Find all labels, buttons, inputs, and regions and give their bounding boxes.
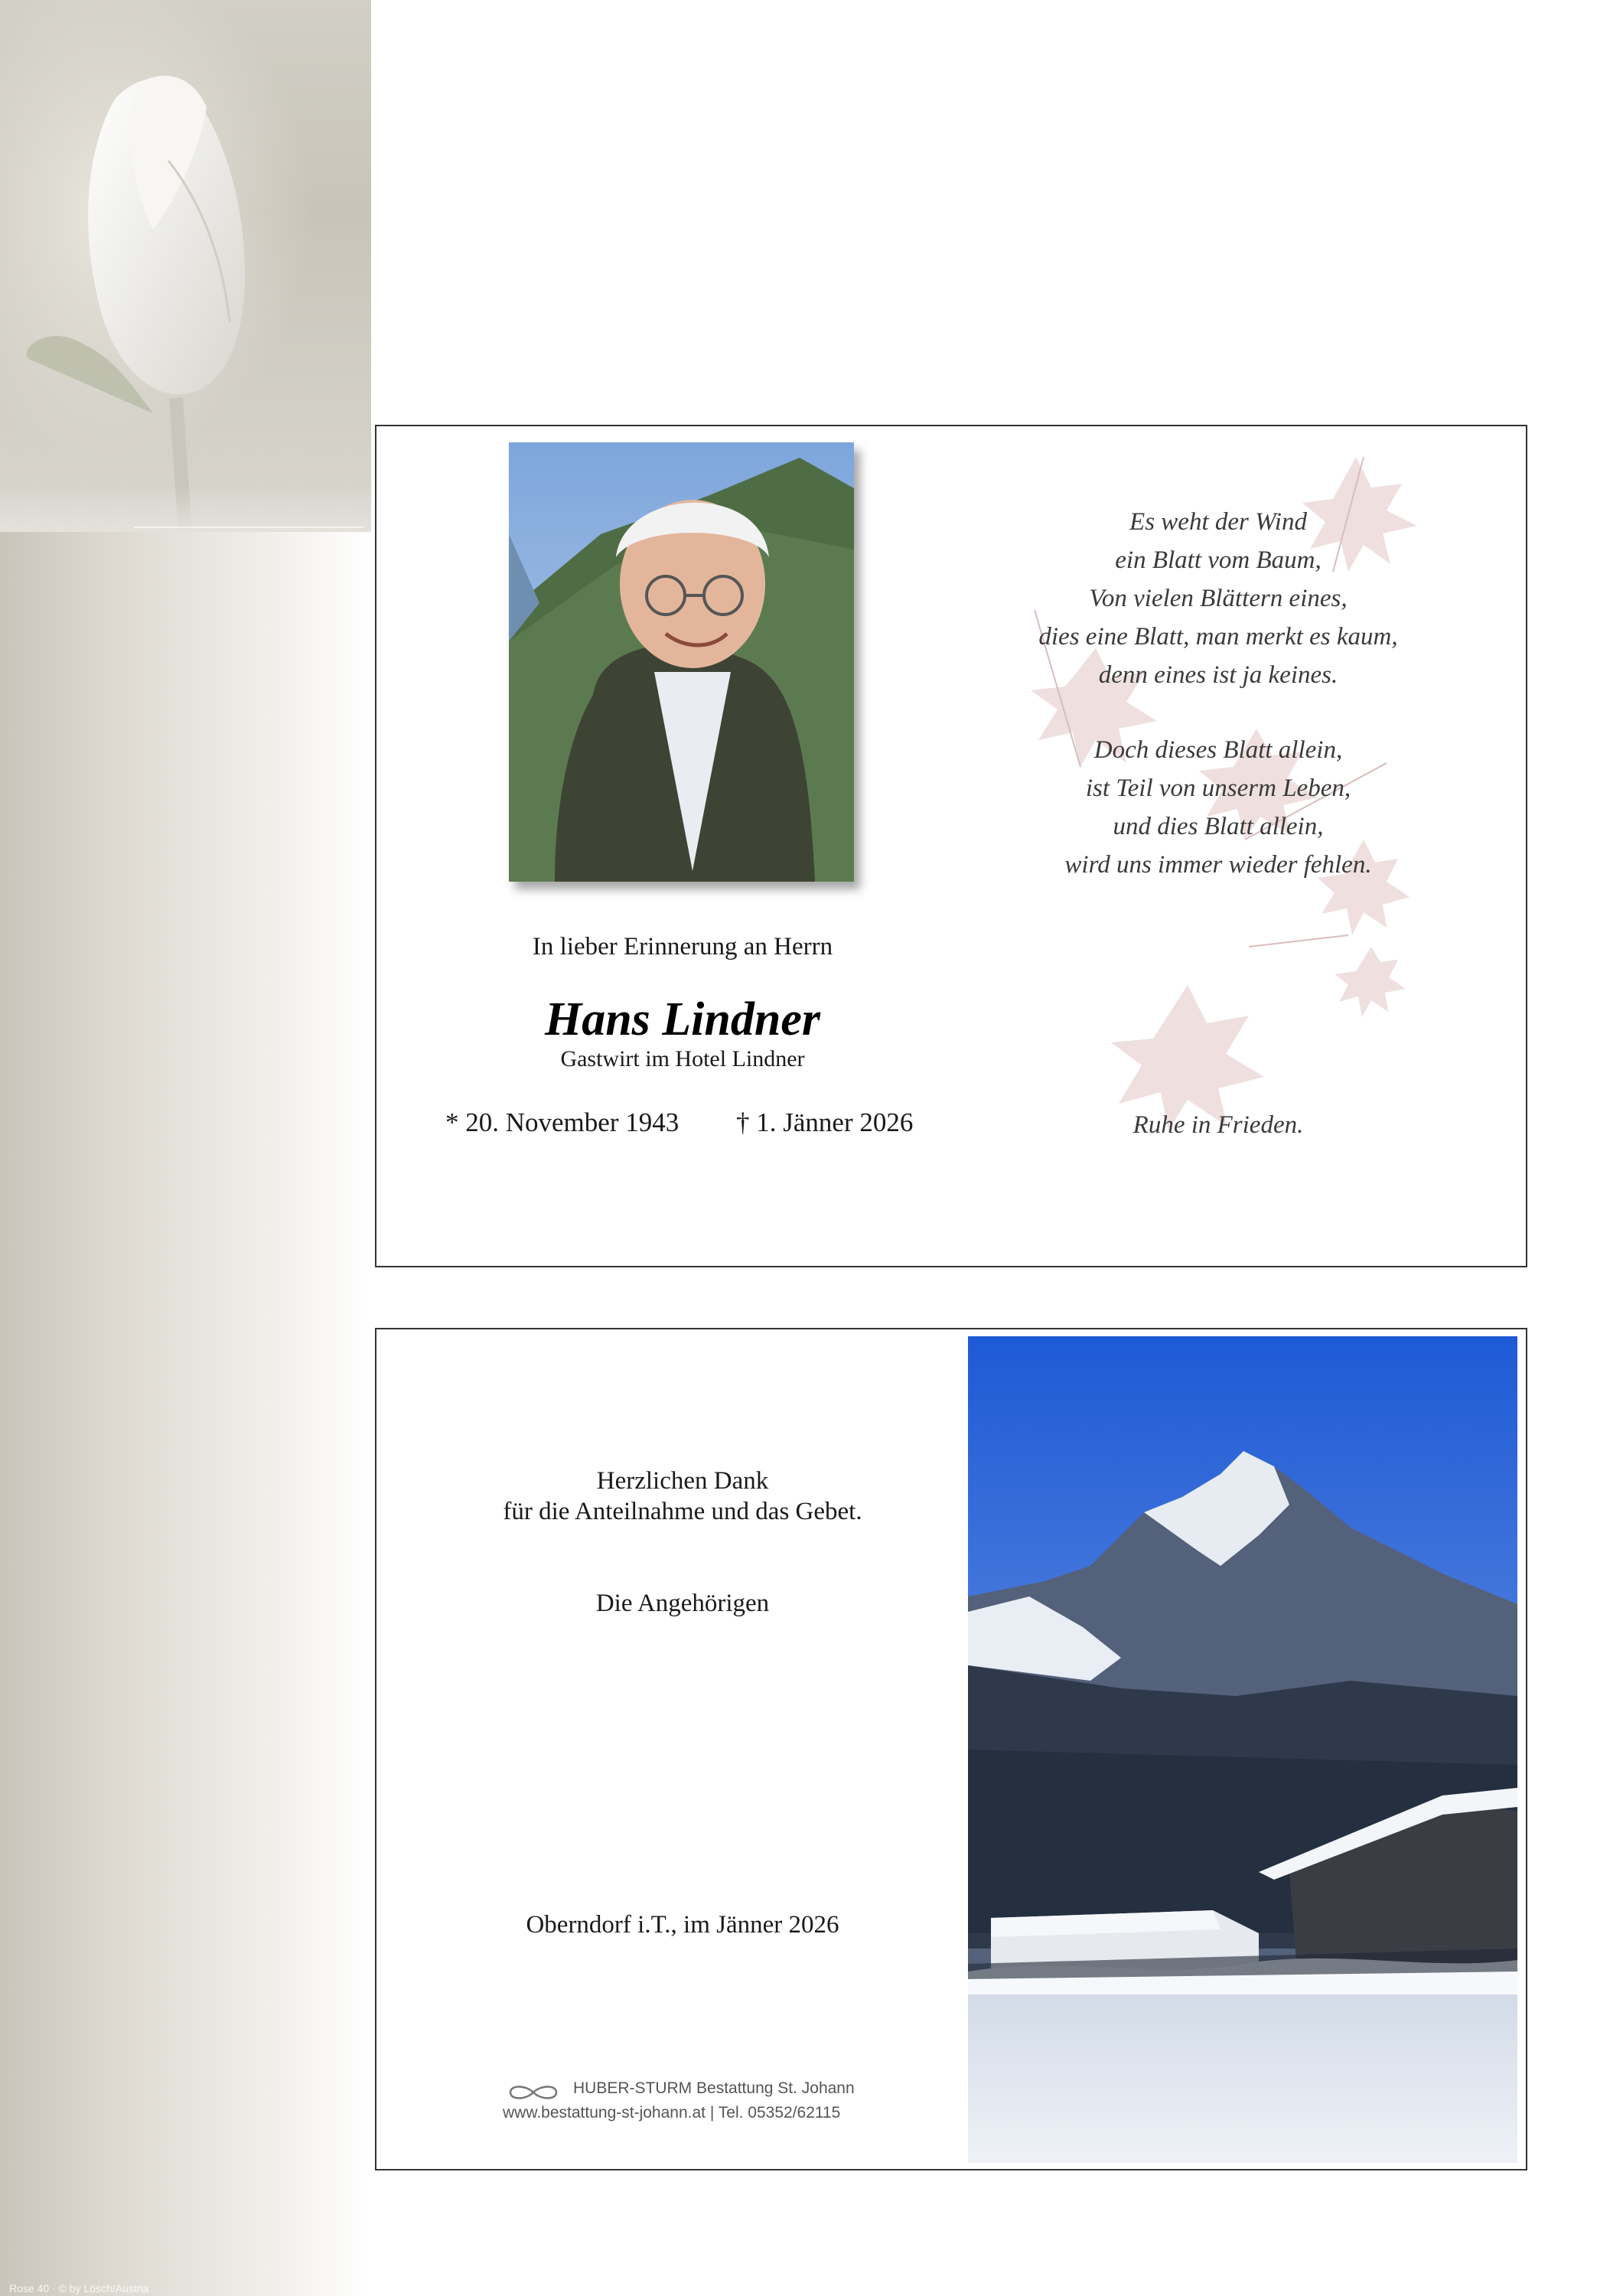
- image-credit: Rose 40 · © by Lösch/Austria: [9, 2282, 149, 2294]
- portrait-photo: [509, 442, 854, 882]
- poem-stanza-2: [981, 731, 1455, 884]
- divider: [134, 527, 363, 528]
- funeral-home-subtitle: Bestattung St. Johann: [696, 2079, 855, 2097]
- separator: |: [709, 2104, 715, 2122]
- memorial-card-front: [375, 425, 1527, 1267]
- memorial-card-back: [375, 1328, 1527, 2170]
- poem-line: Von vielen Blättern eines,: [1089, 585, 1348, 612]
- infinity-icon: [503, 2081, 564, 2104]
- funeral-home-contact: [503, 2104, 840, 2122]
- funeral-home-name: HUBER-STURM: [573, 2079, 693, 2097]
- funeral-home-logo: [503, 2079, 901, 2133]
- white-rose-image: [0, 0, 371, 532]
- poem: [981, 503, 1455, 884]
- memory-intro: In lieber Erinnerung an Herrn: [532, 933, 833, 960]
- thanks-heading: Herzlichen Dank: [596, 1467, 769, 1495]
- funeral-home-phone: Tel. 05352/62115: [718, 2104, 841, 2122]
- poem-stanza-1: [981, 503, 1455, 694]
- funeral-home-website: www.bestattung-st-johann.at: [503, 2104, 706, 2122]
- poem-line: denn eines ist ja keines.: [1098, 661, 1338, 689]
- place-date: Oberndorf i.T., im Jänner 2026: [526, 1911, 839, 1939]
- poem-line: dies eine Blatt, man merkt es kaum,: [1038, 623, 1398, 651]
- poem-line: Doch dieses Blatt allein,: [1093, 736, 1343, 764]
- poem-line: ein Blatt vom Baum,: [1115, 546, 1322, 574]
- poem-line: und dies Blatt allein,: [1113, 813, 1324, 840]
- closing-line: Ruhe in Frieden.: [1133, 1111, 1304, 1139]
- poem-line: wird uns immer wieder fehlen.: [1064, 851, 1372, 879]
- funeral-home-title: [573, 2079, 855, 2098]
- deceased-name: Hans Lindner: [544, 993, 821, 1045]
- thanks-text: für die Anteilnahme und das Gebet.: [503, 1498, 862, 1525]
- birth-date: * 20. November 1943: [445, 1107, 680, 1137]
- poem-line: ist Teil von unserm Leben,: [1085, 775, 1351, 802]
- mountain-landscape-photo: [968, 1336, 1517, 2163]
- poem-line: Es weht der Wind: [1129, 508, 1307, 536]
- death-date: † 1. Jänner 2026: [736, 1107, 914, 1137]
- relatives: Die Angehörigen: [595, 1590, 770, 1617]
- occupation: Gastwirt im Hotel Lindner: [560, 1046, 805, 1071]
